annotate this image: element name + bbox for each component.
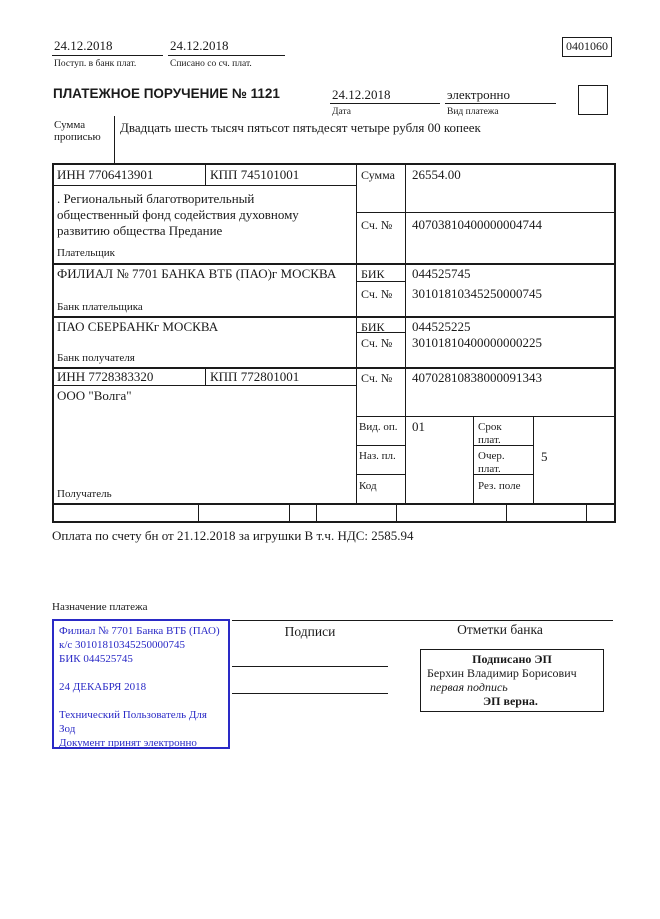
grid-line — [473, 416, 474, 503]
esignature-stamp — [420, 649, 604, 712]
amount-words-value: Двадцать шесть тысяч пятьсот пятьдесят четыре рубля 00 копеек — [120, 120, 481, 135]
priority-value: 5 — [541, 449, 548, 464]
date-underline — [330, 103, 440, 104]
debited-label: Списано со сч. плат. — [170, 59, 252, 69]
grid-line — [205, 163, 206, 185]
document-title: ПЛАТЕЖНОЕ ПОРУЧЕНИЕ № 1121 — [53, 86, 280, 101]
received-in-bank-label: Поступ. в банк плат. — [54, 59, 137, 69]
payer-bank-name: ФИЛИАЛ № 7701 БАНКА ВТБ (ПАО)г МОСКВА — [57, 266, 337, 281]
payment-purpose-label: Назначение платежа — [52, 601, 148, 613]
payer-bank-account-value: 30101810345250000745 — [412, 286, 542, 301]
grid-line — [316, 503, 317, 521]
payer-section-label: Плательщик — [57, 247, 115, 259]
stamp-line: Зод — [59, 723, 76, 735]
grid-line — [506, 503, 507, 521]
received-in-bank-date: 24.12.2018 — [54, 38, 113, 53]
amount-words-label: Сумма прописью — [54, 119, 101, 143]
payer-account-label: Сч. № — [361, 218, 393, 232]
payee-account-value: 40702810838000091343 — [412, 370, 542, 385]
stamp-line: Филиал № 7701 Банка ВТБ (ПАО) — [59, 625, 220, 637]
esignature-verified: ЭП верна. — [483, 694, 538, 708]
grid-line — [289, 503, 290, 521]
grid-line — [356, 416, 616, 417]
priority-label: Очер. плат. — [478, 450, 505, 475]
grid-line — [356, 445, 405, 446]
debited-date-underline — [168, 55, 285, 56]
payee-bank-bik-label: БИК — [361, 320, 385, 334]
payment-purpose-code-label: Наз. пл. — [359, 450, 396, 462]
payer-bank-account-label: Сч. № — [361, 287, 393, 301]
payee-kpp: КПП 772801001 — [210, 369, 300, 384]
grid-line — [356, 281, 405, 282]
grid-line — [52, 163, 54, 523]
payee-section-label: Получатель — [57, 488, 112, 500]
payer-name-line1: . Региональный благотворительный — [57, 191, 255, 206]
grid-line — [356, 163, 357, 503]
header-checkbox — [578, 85, 608, 115]
form-code-box: 0401060 — [562, 37, 612, 57]
payee-bank-name: ПАО СБЕРБАНКг МОСКВА — [57, 319, 219, 334]
received-date-underline — [52, 55, 163, 56]
payer-name-line3: развитию общества Предание — [57, 223, 223, 238]
stamp-line: Технический Пользователь Для — [59, 709, 207, 721]
grid-line — [405, 163, 406, 503]
grid-line — [614, 163, 616, 523]
stamp-line: Документ принят электронно — [59, 737, 197, 749]
sum-cell-label: Сумма — [361, 168, 395, 182]
grid-line — [356, 474, 405, 475]
signature-line-2 — [232, 693, 388, 694]
esignature-subtitle: первая подпись — [430, 680, 508, 694]
payer-account-value: 40703810400000004744 — [412, 217, 542, 232]
esignature-title: Подписано ЭП — [472, 652, 552, 666]
signature-line-1 — [232, 666, 388, 667]
payment-purpose-text: Оплата по счету бн от 21.12.2018 за игрушки В т.ч. НДС: 2585.94 — [52, 528, 414, 543]
payee-bank-bik-value: 044525225 — [412, 319, 471, 334]
sum-value: 26554.00 — [412, 167, 461, 182]
payee-name: ООО "Волга" — [57, 388, 132, 403]
footer-top-line — [232, 620, 613, 621]
grid-line — [52, 503, 616, 505]
grid-line — [356, 212, 616, 213]
stamp-line: БИК 044525745 — [59, 653, 133, 665]
grid-line — [205, 367, 206, 385]
payer-kpp: КПП 745101001 — [210, 167, 300, 182]
grid-line — [52, 316, 616, 318]
op-kind-label: Вид. оп. — [359, 421, 398, 433]
grid-line — [52, 263, 616, 265]
op-kind-value: 01 — [412, 419, 425, 434]
stamp-line: 24 ДЕКАБРЯ 2018 — [59, 681, 147, 693]
stamp-line — [59, 666, 223, 680]
grid-line — [52, 185, 356, 186]
payer-bank-section-label: Банк плательщика — [57, 301, 143, 313]
payee-bank-section-label: Банк получателя — [57, 352, 135, 364]
grid-line — [198, 503, 199, 521]
payment-kind-underline — [445, 103, 556, 104]
date-label: Дата — [332, 107, 351, 117]
signatures-label: Подписи — [284, 624, 336, 639]
debited-date: 24.12.2018 — [170, 38, 229, 53]
payee-account-label: Сч. № — [361, 371, 393, 385]
grid-line — [114, 116, 115, 163]
grid-line — [533, 416, 534, 503]
payment-kind-value: электронно — [447, 87, 511, 102]
payer-name-line2: общественный фонд содействия духовному — [57, 207, 299, 222]
payment-kind-label: Вид платежа — [447, 107, 499, 117]
esignature-name: Берхин Владимир Борисович — [427, 666, 577, 680]
stamp-line — [59, 694, 223, 708]
grid-line — [52, 521, 616, 523]
grid-line — [396, 503, 397, 521]
grid-line — [586, 503, 587, 521]
bank-blue-stamp — [52, 619, 230, 749]
stamp-line: к/с 30101810345250000745 — [59, 639, 186, 651]
code-label: Код — [359, 480, 377, 492]
payment-term-label: Срок плат. — [478, 421, 502, 446]
payee-inn: ИНН 7728383320 — [57, 369, 154, 384]
payee-bank-account-value: 30101810400000000225 — [412, 335, 542, 350]
payer-bank-bik-value: 044525745 — [412, 266, 471, 281]
bank-marks-label: Отметки банка — [457, 622, 543, 637]
grid-line — [52, 163, 616, 165]
payer-bank-bik-label: БИК — [361, 267, 385, 281]
reserve-field-label: Рез. поле — [478, 480, 521, 492]
payee-bank-account-label: Сч. № — [361, 336, 393, 350]
payer-inn: ИНН 7706413901 — [57, 167, 154, 182]
grid-line — [52, 385, 356, 386]
document-date: 24.12.2018 — [332, 87, 391, 102]
